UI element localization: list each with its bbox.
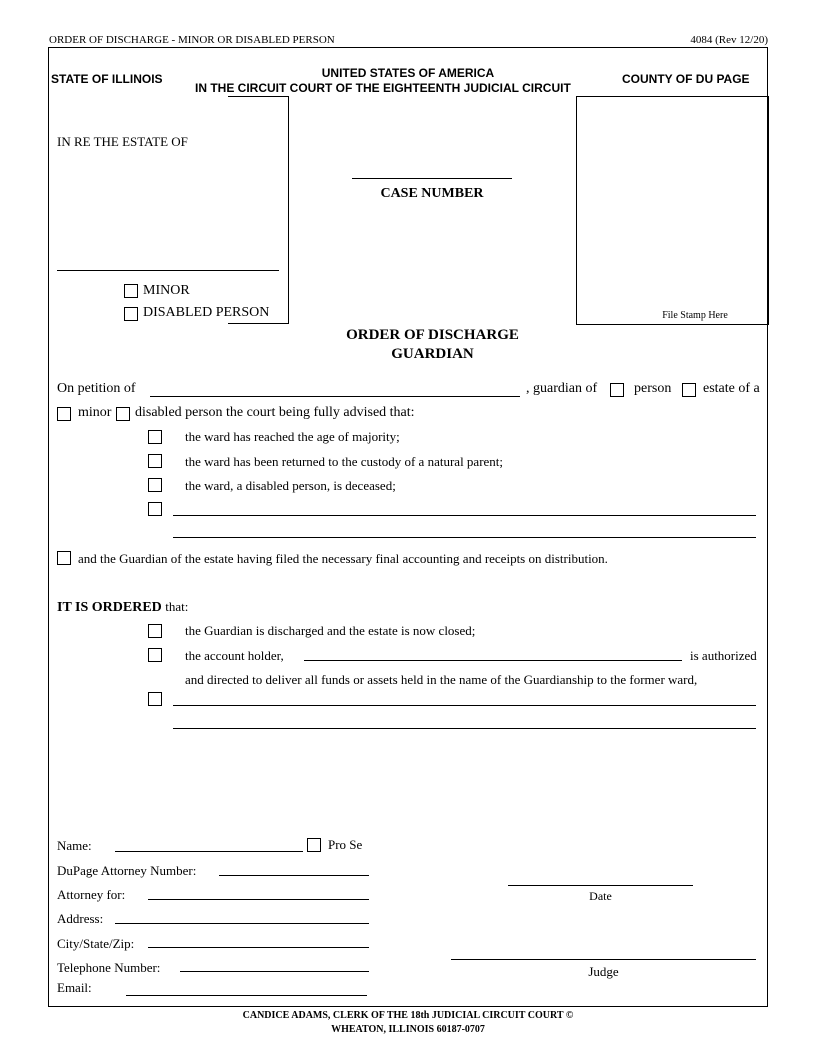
email-label: Email: <box>57 980 92 995</box>
person-checkbox[interactable] <box>610 383 624 397</box>
estate-of-a-label: estate of a <box>703 381 760 396</box>
caption-bottom-line <box>228 323 289 324</box>
estate-checkbox[interactable] <box>682 383 696 397</box>
ordered-heading-bold: IT IS ORDERED <box>57 600 162 615</box>
email-line[interactable] <box>126 995 367 996</box>
case-number-label: CASE NUMBER <box>380 186 484 201</box>
form-number: 4084 (Rev 12/20) <box>690 34 768 46</box>
minor-label: MINOR <box>143 283 190 298</box>
date-label: Date <box>589 889 612 903</box>
estate-name-line <box>57 270 279 271</box>
judge-line[interactable] <box>451 959 756 960</box>
account-holder-checkbox[interactable] <box>148 648 162 662</box>
file-stamp-box <box>576 96 769 325</box>
telephone-line[interactable] <box>180 971 369 972</box>
ordered-that: that: <box>165 599 189 614</box>
attorney-for-line[interactable] <box>148 899 369 900</box>
date-line[interactable] <box>508 885 693 886</box>
disabled-petition-checkbox[interactable] <box>116 407 130 421</box>
telephone-label: Telephone Number: <box>57 960 161 975</box>
attorney-for-label: Attorney for: <box>57 887 126 902</box>
person-label: person <box>634 381 672 396</box>
case-number-line <box>352 178 512 179</box>
age-majority-label: the ward has reached the age of majority; <box>185 429 400 444</box>
discharged-label: the Guardian is discharged and the estate is now closed; <box>185 623 476 638</box>
returned-parent-label: the ward has been returned to the custody of a natural parent; <box>185 454 504 469</box>
caption-right-line <box>288 96 289 324</box>
other-petition-checkbox[interactable] <box>148 502 162 516</box>
state-label: STATE OF ILLINOIS <box>51 72 163 86</box>
pro-se-checkbox[interactable] <box>307 838 321 852</box>
file-stamp-label: File Stamp Here <box>662 310 728 321</box>
name-label: Name: <box>57 838 92 853</box>
disabled-checkbox[interactable] <box>124 307 138 321</box>
other-order-line-2[interactable] <box>173 728 756 729</box>
form-title: ORDER OF DISCHARGE - MINOR OR DISABLED PERSON <box>49 34 335 46</box>
disabled-label: DISABLED PERSON <box>143 305 270 320</box>
other-order-line-1[interactable] <box>173 705 756 706</box>
city-line[interactable] <box>148 947 369 948</box>
estate-label: IN RE THE ESTATE OF <box>57 134 188 149</box>
directed-label: and directed to deliver all funds or assets held in the name of the Guardianship to the former ward, <box>185 672 698 687</box>
disabled-advised-label: disabled person the court being fully advised that: <box>135 405 415 420</box>
pro-se-label: Pro Se <box>328 837 363 852</box>
dupage-number-label: DuPage Attorney Number: <box>57 863 197 878</box>
accounting-checkbox[interactable] <box>57 551 71 565</box>
judge-label: Judge <box>588 964 619 979</box>
petitioner-line[interactable] <box>150 396 520 397</box>
order-subtitle: GUARDIAN <box>391 346 474 362</box>
guardian-of-label: , guardian of <box>526 381 598 396</box>
footer-address: WHEATON, ILLINOIS 60187-0707 <box>331 1024 485 1035</box>
country-label: UNITED STATES OF AMERICA <box>321 66 495 80</box>
age-majority-checkbox[interactable] <box>148 430 162 444</box>
account-holder-line[interactable] <box>304 660 682 661</box>
discharged-checkbox[interactable] <box>148 624 162 638</box>
other-order-checkbox[interactable] <box>148 692 162 706</box>
court-label: IN THE CIRCUIT COURT OF THE EIGHTEENTH JUDICIAL CIRCUIT <box>195 81 571 95</box>
address-line[interactable] <box>115 923 369 924</box>
city-label: City/State/Zip: <box>57 936 135 951</box>
other-petition-line-1[interactable] <box>173 515 756 516</box>
dupage-number-line[interactable] <box>219 875 369 876</box>
account-holder-label: the account holder, <box>185 648 284 663</box>
address-label: Address: <box>57 911 104 926</box>
county-label: COUNTY OF DU PAGE <box>622 72 750 86</box>
minor-checkbox[interactable] <box>124 284 138 298</box>
ordered-heading <box>57 599 188 616</box>
caption-top-line <box>228 96 289 97</box>
returned-parent-checkbox[interactable] <box>148 454 162 468</box>
minor-petition-label: minor <box>78 405 112 420</box>
other-petition-line-2[interactable] <box>173 537 756 538</box>
deceased-checkbox[interactable] <box>148 478 162 492</box>
name-line[interactable] <box>115 851 303 852</box>
order-title: ORDER OF DISCHARGE <box>346 327 519 343</box>
minor-petition-checkbox[interactable] <box>57 407 71 421</box>
on-petition-label: On petition of <box>57 381 136 396</box>
accounting-label: and the Guardian of the estate having filed the necessary final accounting and receipts on distribution. <box>78 551 608 566</box>
deceased-label: the ward, a disabled person, is deceased; <box>185 478 396 493</box>
footer-clerk: CANDICE ADAMS, CLERK OF THE 18th JUDICIAL CIRCUIT COURT © <box>242 1010 574 1021</box>
is-authorized-label: is authorized <box>690 648 757 663</box>
